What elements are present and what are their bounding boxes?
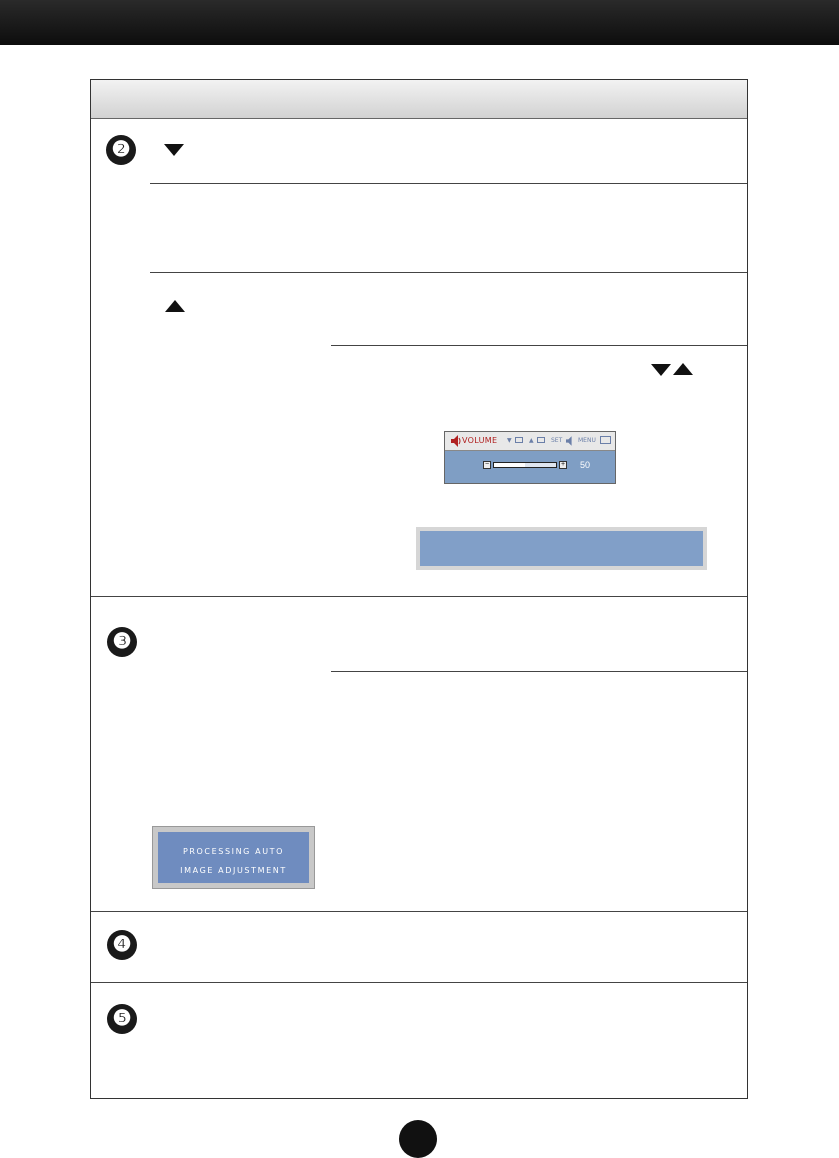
table-header-band <box>91 80 747 119</box>
triangle-down-icon: ▼ <box>507 437 512 444</box>
processing-line-1: PROCESSING AUTO <box>182 847 285 856</box>
speaker-icon <box>451 435 461 447</box>
osd-volume-fill <box>494 463 525 467</box>
osd-menu-label: MENU <box>578 437 596 444</box>
divider <box>331 671 747 672</box>
volume-osd-screenshot <box>444 431 616 484</box>
triangle-up-icon: ▲ <box>529 437 534 444</box>
minus-key-icon <box>515 437 523 443</box>
processing-panel <box>158 832 309 883</box>
plus-key-icon <box>537 437 545 443</box>
step-number-2: ❷ <box>106 135 136 165</box>
step-number-4: ❹ <box>107 930 137 960</box>
processing-osd-screenshot <box>152 826 315 889</box>
processing-line-2: IMAGE ADJUSTMENT <box>180 866 287 875</box>
speaker-icon <box>566 436 574 446</box>
osd-set-label: SET <box>551 437 563 444</box>
osd-volume-slider <box>493 462 557 468</box>
step-number-5: ❺ <box>107 1004 137 1034</box>
triangle-up-icon <box>165 300 185 312</box>
divider <box>331 345 747 346</box>
divider <box>150 183 747 184</box>
osd-volume-value: 50 <box>580 460 591 470</box>
divider <box>150 272 747 273</box>
osd-title-bar <box>445 432 615 451</box>
page-number-dot <box>399 1120 437 1158</box>
osd-title: VOLUME <box>462 436 498 445</box>
osd-plus-icon: + <box>560 461 566 468</box>
divider <box>91 596 747 597</box>
top-header-bar <box>0 0 839 45</box>
triangle-up-icon <box>673 363 693 375</box>
osd-minus-icon: − <box>484 461 490 468</box>
osd-info-box-panel <box>420 531 703 566</box>
triangle-down-icon <box>651 364 671 376</box>
divider <box>91 982 747 983</box>
divider <box>91 911 747 912</box>
osd-info-box <box>416 527 707 570</box>
step-number-3: ❸ <box>107 627 137 657</box>
menu-key-icon <box>600 436 611 444</box>
triangle-down-icon <box>164 144 184 156</box>
content-table <box>90 79 748 1099</box>
